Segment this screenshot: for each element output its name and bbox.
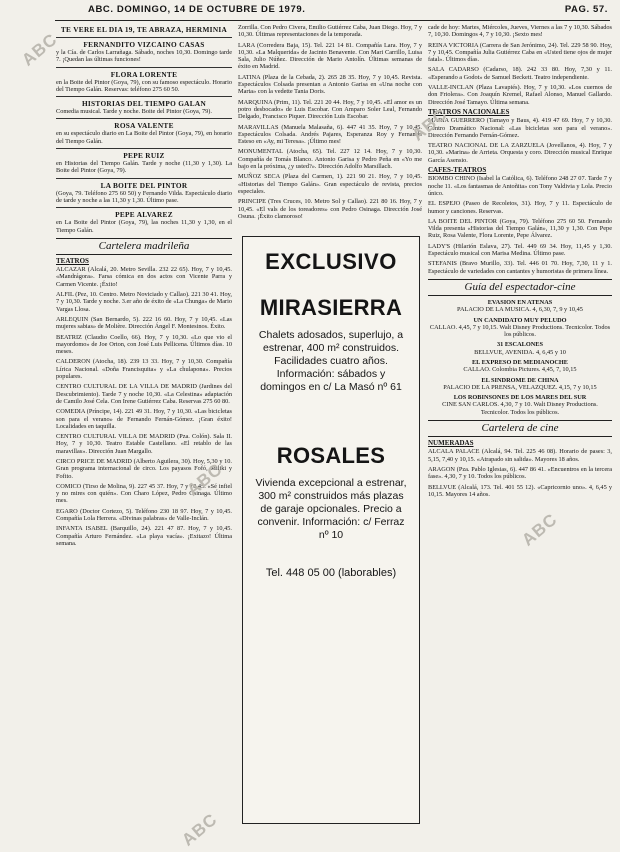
section-title-cartelera-cine: Cartelera de cine <box>428 420 612 437</box>
watermark-stamp: ABC <box>183 459 226 500</box>
listing-entry: ARLEQUIN (San Bernardo, 5). 222 16 60. Hoy, 7 y 10,45. «Las mujeres sabias» de Molière. Dirección Ángel F. Montesinos. Éxito. <box>56 315 232 331</box>
film-title: EL EXPRESO DE MEDIANOCHE <box>471 358 569 366</box>
film-title: EVASION EN ATENAS <box>487 298 553 306</box>
category-cafes-teatros: CAFES-TEATROS <box>428 166 487 175</box>
listing-entry: BEATRIZ (Claudio Coello, 66). Hoy, 7 y 10,30. «Lo que vio el mayordomo» de Joe Orton, con José Luis Pellicena. Últimos días. 10 meses. <box>56 333 232 356</box>
notice-heading: TE VERE EL DIA 19, TE ABRAZA, HERMINIA <box>60 25 228 34</box>
notice-heading: PEPE ALVAREZ <box>115 210 173 220</box>
ad-project-name: MIRASIERRA <box>259 295 403 320</box>
listing-entry: MUÑOZ SECA (Plaza del Carmen, 1). 221 90 21. Hoy, 7 y 10,45. «Historias del Tiempo Galán». Gran espectáculo de revista, precios especiales. <box>238 173 422 195</box>
film-guide <box>428 299 612 416</box>
cinema-listings <box>428 448 612 498</box>
film-title: LOS ROBINSONES DE LOS MARES DEL SUR <box>453 394 587 402</box>
listing-entry: COMEDIA (Príncipe, 14). 221 49 31. Hoy, 7 y 10,30. «Las bicicletas son para el verano» de Fernando Fernán-Gómez. ¡Gran éxito! Localidades en taquilla. <box>56 408 232 430</box>
film-entry <box>428 377 612 392</box>
header-date: ABC. DOMINGO, 14 DE OCTUBRE DE 1979. <box>88 4 306 15</box>
notice-body: y la Cía. de Carlos Larrañaga. Sábado, noches 10,30. Domingo tarde 7. ¡Quedan las últimas funciones! <box>56 49 232 64</box>
category-teatros-nacionales: TEATROS NACIONALES <box>428 107 510 116</box>
theatre-listings <box>56 266 232 547</box>
divider <box>56 37 232 38</box>
page-header <box>88 4 608 18</box>
film-entry <box>428 317 612 339</box>
watermark-stamp: ABC <box>518 509 561 550</box>
film-entry <box>428 359 612 374</box>
ad-phone: Tel. 448 05 00 (laborables) <box>265 567 397 579</box>
notice-heading: FERNANDITO VIZCAINO CASAS <box>83 40 205 49</box>
film-entry <box>428 341 612 356</box>
cinema-entry: ALCALA PALACE (Alcalá, 94. Tel. 225 46 08). Horario de pases: 3, 5,15, 7,40 y 10,15. «Atrapado sin salida». Mayores 18 años. <box>428 448 612 463</box>
listing-entry: SALA CADARSO (Cadarso, 18). 242 33 80. Hoy, 7,30 y 11. «Esperando a Godot» de Samuel Beckett. Teatro independiente. <box>428 66 612 81</box>
listing-entry: MONUMENTAL (Atocha, 65). Tel. 227 12 14. Hoy, 7 y 10,30. Compañía de Tomás Blanco. Antonio Garisa y Pedro Peña en «Yo me bajo en la próxima, ¿y usted?». Dirección Adolfo Marsillach. <box>238 148 422 171</box>
notice-heading: ROSA VALENTE <box>114 121 174 131</box>
header-page-number: PAG. 57. <box>564 4 608 15</box>
notice-heading: FLORA LORENTE <box>110 69 178 79</box>
film-entry <box>428 299 612 314</box>
ad-description: Chalets adosados, superlujo, a estrenar, 400 m² construidos. Facilidades cuatro años. Información: sábados y domingos en c/ La Masó nº 61 <box>258 329 404 393</box>
notice-block <box>56 182 232 205</box>
film-title: 31 ESCALONES <box>496 341 543 349</box>
listing-entry: STEFANIS (Bravo Murillo, 33). Tel. 446 01 70. Hoy, 7,30, 11 y 1. Espectáculo de variedades con cantantes y humoristas de primera línea. <box>428 260 612 275</box>
film-details: CALLAO. 4,45, 7 y 10,15. Walt Disney Productions. Tecnicolor. Todos los públicos. <box>429 323 611 339</box>
notice-block <box>56 152 232 175</box>
listing-entry: ALCAZAR (Alcalá, 20. Metro Sevilla. 232 22 65). Hoy, 7 y 10,45. «Mandrágora». Farsa cómica en dos actos con Vicente Parra y Carmen Vicente. ¡Éxito! <box>56 266 232 288</box>
ad-second-project-name: ROSALES <box>276 443 386 468</box>
section-title-cartelera-madrilena: Cartelera madrileña <box>56 238 232 255</box>
listing-entry: LA BOITE DEL PINTOR (Goya, 79). Teléfono 275 60 50. Fernando Vilda presenta «Historias del Tiempo Galán», 11,30 y 1,30. Con Pepe Ruiz, Rosa Valente, Flora Lorente, Pepe Álvarez. <box>428 217 612 240</box>
notice-body: Comedia musical. Tarde y noche. Boite del Pintor (Goya, 79). <box>56 108 212 116</box>
listing-entry: INFANTA ISABEL (Barquillo, 24). 221 47 87. Hoy, 7 y 10,45. Compañía Arturo Fernández. «La playa vacía». ¡Exitazo! Última semana. <box>56 525 232 547</box>
notice-heading: HISTORIAS DEL TIEMPO GALAN <box>81 99 207 109</box>
column-right <box>428 24 612 844</box>
listing-entry: CENTRO CULTURAL DE LA VILLA DE MADRID (Jardines del Descubrimiento). Tarde 7 y noche 10,30. «La Celestina» adaptación de Camilo José Cela. Con Irene Gutiérrez Caba. Reservas 275 60 80. <box>56 383 232 405</box>
notice-body: en su espectáculo diario en La Boite del Pintor (Goya, 79), en horario del Tiempo Galán. <box>56 130 232 145</box>
cinema-entry: ARAGON (Pza. Pablo Iglesias, 6). 447 86 41. «Encuentros en la tercera fase». 4,30, 7 y 10. Todos los públicos. <box>428 465 612 481</box>
national-theatre-listings <box>428 117 612 164</box>
advertisement-box <box>242 236 420 824</box>
cafe-theatre-listings <box>428 175 612 275</box>
watermark-stamp: ABC <box>178 809 221 850</box>
column-middle <box>238 24 422 248</box>
listing-entry: cade de hoy: Martes, Miércoles, Jueves, Viernes a las 7 y 10,30. Sábados 7, 10,30. Domingos 4, 7 y 10,30. ¡Sexto mes! <box>428 24 612 39</box>
film-details: PALACIO DE LA PRENSA, VELAZQUEZ. 4,15, 7 y 10,15 <box>443 383 597 391</box>
divider <box>56 178 232 179</box>
notice-body: en Historias del Tiempo Galán. Tarde y noche (11,30 y 1,30). La Boite del Pintor (Goya, 79). <box>56 160 232 175</box>
listing-entry: EL ESPEJO (Paseo de Recoletos, 31). Hoy, 7 y 11. Espectáculo de humor y canciones. Reservas. <box>428 200 612 215</box>
notice-body: en la Boite del Pintor (Goya, 79), con su famoso espectáculo. Horario del Tiempo Galán. Reservas: teléfono 275 60 50. <box>56 78 232 93</box>
listing-entry: MARQUINA (Prim, 11). Tel. 221 20 44. Hoy, 7 y 10,45. «El amor es un potro desbocado» de Luis Escobar. Con Amparo Soler Leal, Fernando Delgado, Francisco Piquer. Dirección Luis Escobar. <box>238 98 422 121</box>
film-details: PALACIO DE LA MUSICA. 4, 6,30, 7, 9 y 10,45 <box>457 306 583 314</box>
header-rule <box>55 20 610 21</box>
divider <box>56 148 232 149</box>
divider <box>56 118 232 119</box>
listing-entry: BIOMBO CHINO (Isabel la Católica, 6). Teléfono 248 27 07. Tarde 7 y noche 11. «Los fantasmas de Antoñita» con Tony Valdivia y Lola. Precio único. <box>428 175 612 197</box>
notice-body: en La Boite del Pintor (Goya, 79), las noches 11,30 y 1,30, en el Tiempo Galán. <box>56 219 232 234</box>
notice-block <box>56 41 232 64</box>
listing-entry: MARAVILLAS (Manuela Malasaña, 6). 447 41 35. Hoy, 7 y 10,45. Espectáculos Colsada. Andrés Pajares, Esperanza Roy y Fernando Esteso en «Ay, mi Teresa». ¡Último mes! <box>238 123 422 146</box>
notice-body: (Goya, 79. Teléfono 275 60 50) y Fernando Vilda. Espectáculo diario de tarde y noche a las 11,30 y 1,30. Último pase. <box>56 189 232 204</box>
film-title: UN CANDIDATO MUY PELUDO <box>473 316 567 324</box>
listing-entry: REINA VICTORIA (Carrera de San Jerónimo, 24). Tel. 229 58 90. Hoy, 7 y 10,45. Compañía Julia Gutiérrez Caba en «Usted tiene ojos de mujer fatal». Últimos días. <box>428 41 612 64</box>
notice-block <box>56 26 232 34</box>
category-numeradas: NUMERADAS <box>428 439 474 448</box>
cinema-entry: BELLVUE (Alcalá, 173. Tel. 401 55 12). «Capricornio uno». 4, 6,45 y 10,15. Mayores 14 años. <box>428 483 612 498</box>
watermark-stamp: ABC <box>18 29 61 70</box>
film-entry <box>428 394 612 416</box>
listing-entry: LARA (Corredera Baja, 15). Tel. 221 14 81. Compañía Lara. Hoy, 7 y 10,30. «La Malquerida» de Jacinto Benavente. Con Mari Carrillo, Luisa Sala, Julio Núñez. Dirección de Mario Antolín. Últimas semanas de éxito en Madrid. <box>238 41 422 71</box>
notice-block <box>56 122 232 145</box>
featured-notices <box>56 26 232 234</box>
notice-block <box>56 211 232 234</box>
listing-entry: Zorrilla. Con Pedro Civera, Emilio Gutiérrez Caba, Juan Diego. Hoy, 7 y 10,30. Últimas representaciones de la temporada. <box>238 24 422 39</box>
notice-heading: PEPE RUIZ <box>123 151 165 161</box>
film-details: BELLVUE, AVENIDA. 4, 6,45 y 10 <box>474 348 566 356</box>
watermark-stamp: ABC <box>408 104 451 145</box>
ad-title: EXCLUSIVO <box>265 249 397 274</box>
film-details: CALLAO. Colombia Pictures. 4,45, 7, 10,15 <box>463 366 577 374</box>
listing-entry: EGARO (Doctor Cortezo, 5). Teléfono 230 18 97. Hoy, 7 y 10,45. Compañía Lola Herrera. «Divinas palabras» de Valle-Inclán. <box>56 507 232 523</box>
section-title-guia-cine: Guía del espectador-cine <box>428 279 612 296</box>
listing-entry: PRINCIPE (Tres Cruces, 10. Metro Sol y Callao). 221 80 16. Hoy, 7 y 10,45. «El vals de los toreadores» con Pedro Osinaga. Dirección José Osuna. ¡Éxito clamoroso! <box>238 198 422 220</box>
listing-entry: CENTRO CULTURAL VILLA DE MADRID (Pza. Colón). Sala II. Hoy, 7 y 10,30. Teatro Estable Castellano. «El retablo de las maravillas». Dirección Juan Margallo. <box>56 433 232 455</box>
film-title: EL SINDROME DE CHINA <box>481 376 559 384</box>
notice-block <box>56 71 232 94</box>
divider <box>56 207 232 208</box>
listing-entry: CALDERON (Atocha, 18). 239 13 33. Hoy, 7 y 10,30. Compañía Lírica Nacional. «Doña Francisquita» y «La chulapona». Precios populares. <box>56 358 232 381</box>
notice-heading: LA BOITE DEL PINTOR <box>100 180 188 190</box>
divider <box>56 67 232 68</box>
listing-entry: CIRCO PRICE DE MADRID (Alberto Aguilera, 30). Hoy, 5,30 y 10. Gran programa internacional de circo. Los payasos Fofó, Miliki y Fofito. <box>56 457 232 480</box>
listing-entry: COMICO (Tirso de Molina, 9). 227 45 37. Hoy, 7 y 10,45. «Sé infiel y no mires con quién». Con Charo López, Pedro Osinaga. Último mes. <box>56 482 232 505</box>
ad-second-description: Vivienda excepcional a estrenar, 300 m² construidos más plazas de garaje opcionales. Precio a convenir. Información: c/ Ferraz nº 10 <box>255 477 407 541</box>
divider <box>56 96 232 97</box>
column-left <box>56 24 232 836</box>
film-details: CINE SAN CARLOS. 4,30, 7 y 10. Walt Disney Productions. Tecnicolor. Todos los públicos. <box>442 401 598 416</box>
notice-block <box>56 100 232 115</box>
listing-entry: MARIA GUERRERO (Tamayo y Baus, 4). 419 47 69. Hoy, 7 y 10,30. Centro Dramático Nacional: «Las bicicletas son para el verano». Dirección Fernando Fernán-Gómez. <box>428 117 612 139</box>
theatre-listings-continued <box>428 24 612 106</box>
listing-entry: LATINA (Plaza de la Cebada, 2). 265 28 35. Hoy, 7 y 10,45. Revista. Espectáculos Colsada presentan a Antonio Garisa en «Una noche con Marta» con la vedette Tania Doris. <box>238 73 422 96</box>
listing-entry: VALLE-INCLAN (Plaza Lavapiés). Hoy, 7 y 10,30. «Los cuernos de don Friolera». Con Joaquín Kremel, Rafael Alonso, Manuel Gallardo. Dirección José Tamayo. Última semana. <box>428 84 612 106</box>
listing-entry: ALFIL (Pez, 10. Centro. Metro Noviciado y Callao). 221 30 41. Hoy, 7 y 10,30. Tarde y noche. 3.er año de éxito de «La Chunga» de Mario Vargas Llosa. <box>56 291 232 313</box>
listing-entry: TEATRO NACIONAL DE LA ZARZUELA (Jovellanos, 4). Hoy, 7 y 10,30. «Marina» de Arrieta. Orquesta y coro. Dirección musical Enrique García Asensio. <box>428 142 612 164</box>
listing-entry: LADY'S (Hilarión Eslava, 27). Tel. 449 69 34. Hoy, 11,45 y 1,30. Espectáculo musical con Marisa Medina. Último pase. <box>428 242 612 258</box>
category-teatros: TEATROS <box>56 256 89 265</box>
